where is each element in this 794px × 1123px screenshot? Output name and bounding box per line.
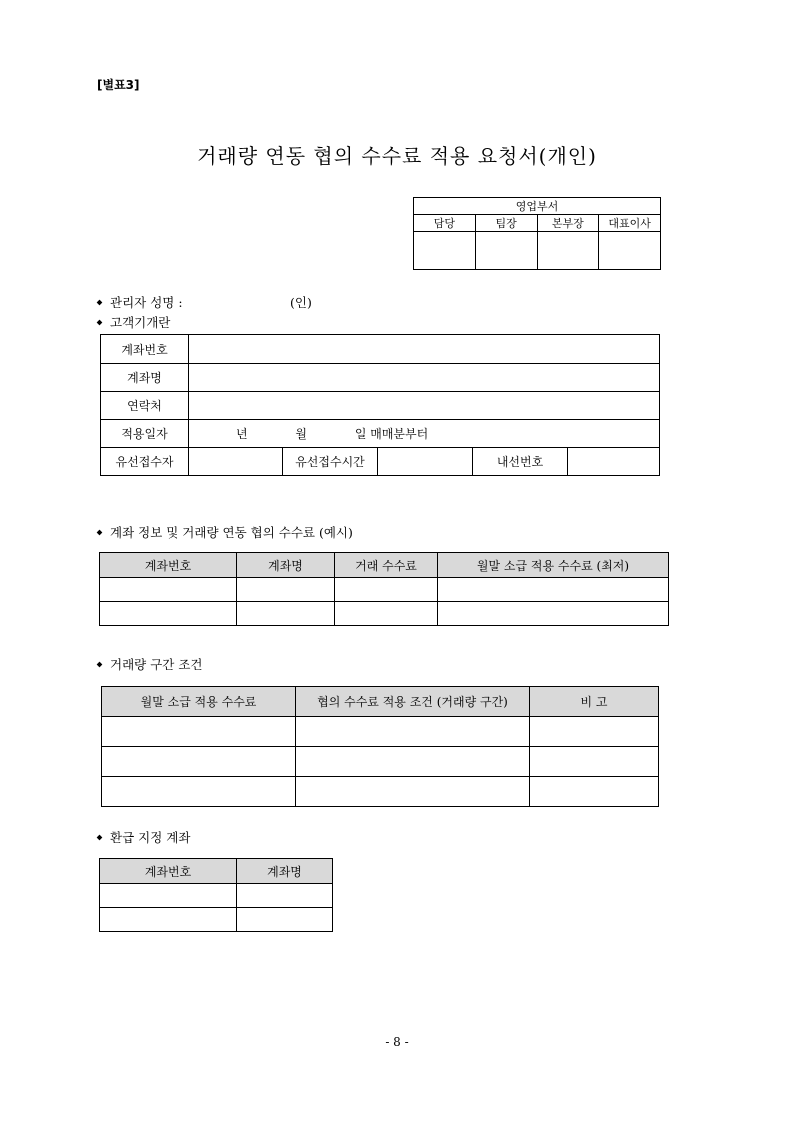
year-label: 년 [236,427,248,441]
column-header: 월말 소급 적용 수수료 [102,687,296,717]
bullet-icon [97,662,103,668]
apply-date-field[interactable] [189,420,660,448]
section-title: 거래량 구간 조건 [110,657,203,672]
section-volume-heading [97,655,202,673]
table-cell[interactable] [296,777,530,807]
bullet-icon [97,530,103,536]
account-name-field[interactable] [189,364,660,392]
column-header: 협의 수수료 적용 조건 (거래량 구간) [296,687,530,717]
table-cell[interactable] [237,578,335,602]
label-ext-no: 내선번호 [473,448,568,476]
refund-table [99,858,333,932]
table-cell[interactable] [237,908,333,932]
table-cell[interactable] [335,578,438,602]
signature-cell[interactable] [475,232,537,270]
label-account-no: 계좌번호 [101,335,189,364]
column-header: 계좌명 [237,553,335,578]
column-header: 월말 소급 적용 수수료 (최저) [438,553,669,578]
table-cell[interactable] [296,747,530,777]
label-contact: 연락처 [101,392,189,420]
approval-role: 팀장 [475,215,537,232]
contact-field[interactable] [189,392,660,420]
table-cell[interactable] [102,717,296,747]
section-refund-heading [97,828,190,846]
bullet-icon [97,300,103,306]
day-label: 일 매매분부터 [354,427,429,441]
section-title: 고객기개란 [110,315,171,330]
column-header: 비 고 [530,687,659,717]
table-cell[interactable] [237,884,333,908]
approval-table [413,197,661,270]
table-cell[interactable] [530,777,659,807]
ext-no-field[interactable] [568,448,660,476]
page-number: - 8 - [385,1035,409,1049]
bullet-icon [97,320,103,326]
month-label: 월 [295,427,308,441]
signature-cell[interactable] [414,232,476,270]
table-cell[interactable] [100,884,237,908]
table-cell[interactable] [438,602,669,626]
column-header: 계좌번호 [100,553,237,578]
table-cell[interactable] [438,578,669,602]
approval-role: 대표이사 [599,215,661,232]
volume-table [101,686,659,807]
approval-role: 담당 [414,215,476,232]
manager-label: 관리자 성명 : [110,295,183,310]
table-cell[interactable] [102,777,296,807]
fee-table [99,552,669,626]
table-cell[interactable] [335,602,438,626]
table-cell[interactable] [530,747,659,777]
label-wired-time: 유선접수시간 [283,448,378,476]
signature-cell[interactable] [537,232,599,270]
page-title: 거래량 연동 협의 수수료 적용 요청서(개인) [197,144,597,168]
doc-tag: [별표3] [97,78,140,92]
approval-role: 본부장 [537,215,599,232]
column-header: 계좌명 [237,859,333,884]
table-cell[interactable] [100,602,237,626]
column-header: 거래 수수료 [335,553,438,578]
section-fee-heading [97,523,353,541]
wired-receiver-field[interactable] [189,448,283,476]
account-no-field[interactable] [189,335,660,364]
label-apply-date: 적용일자 [101,420,189,448]
column-header: 계좌번호 [100,859,237,884]
table-cell[interactable] [296,717,530,747]
customer-table [100,334,660,476]
table-cell[interactable] [102,747,296,777]
table-cell[interactable] [530,717,659,747]
manager-line [97,293,183,311]
approval-header: 영업부서 [414,198,661,215]
section-customer-title [97,313,170,331]
table-cell[interactable] [100,908,237,932]
bullet-icon [97,835,103,841]
label-wired-receiver: 유선접수자 [101,448,189,476]
table-cell[interactable] [100,578,237,602]
section-title: 환급 지정 계좌 [110,830,191,845]
wired-time-field[interactable] [378,448,473,476]
table-cell[interactable] [237,602,335,626]
label-account-name: 계좌명 [101,364,189,392]
signature-cell[interactable] [599,232,661,270]
section-title: 계좌 정보 및 거래량 연동 협의 수수료 (예시) [110,525,353,540]
seal-mark: (인) [290,295,312,310]
